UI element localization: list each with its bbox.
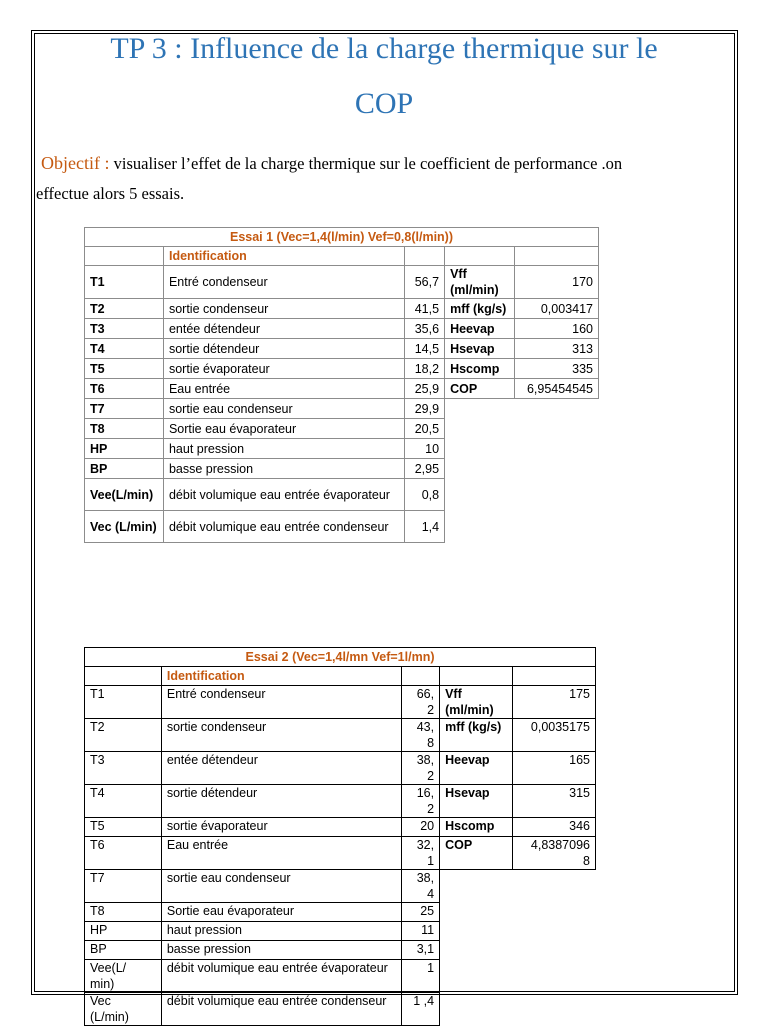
table-row [85, 299, 599, 319]
table-row [85, 439, 599, 459]
objective-paragraph [36, 153, 726, 174]
row-label: basse pression [161, 941, 401, 960]
row-value: 1 [402, 960, 440, 993]
empty-cell [513, 903, 596, 922]
essai1-identification: Identification [163, 247, 404, 266]
side-label: mff (kg/s) [440, 719, 513, 752]
row-code: T4 [85, 339, 164, 359]
row-label: entée détendeur [163, 319, 404, 339]
row-value: 41,5 [405, 299, 445, 319]
row-code: HP [85, 922, 162, 941]
row-code: BP [85, 941, 162, 960]
row-value: 35,6 [405, 319, 445, 339]
objective-text-line1: visualiser l’effet de la charge thermique sur le coefficient de performance .on [113, 154, 623, 173]
empty-cell [445, 511, 515, 543]
row-code: HP [85, 439, 164, 459]
side-label: Hsevap [445, 339, 515, 359]
table-row [85, 837, 596, 870]
empty-cell [515, 399, 599, 419]
table-row [85, 922, 596, 941]
side-label: Hscomp [440, 818, 513, 837]
table-row [85, 479, 599, 511]
row-value: 25 [402, 903, 440, 922]
row-label: débit volumique eau entrée évaporateur [161, 960, 401, 993]
row-label: Sortie eau évaporateur [163, 419, 404, 439]
table-row [85, 359, 599, 379]
row-value: 3,1 [402, 941, 440, 960]
row-value: 20 [402, 818, 440, 837]
table-row [85, 818, 596, 837]
essai1-header: Essai 1 (Vec=1,4(l/min) Vef=0,8(l/min)) [85, 228, 599, 247]
row-label: sortie condenseur [161, 719, 401, 752]
row-label: Entré condenseur [163, 266, 404, 299]
row-value: 14,5 [405, 339, 445, 359]
side-label: Hscomp [445, 359, 515, 379]
side-value: 6,95454545 [515, 379, 599, 399]
row-value: 20,5 [405, 419, 445, 439]
empty-cell [513, 922, 596, 941]
row-code: T5 [85, 359, 164, 379]
row-label: Sortie eau évaporateur [161, 903, 401, 922]
empty-cell [445, 459, 515, 479]
empty-cell [440, 870, 513, 903]
empty-cell [515, 459, 599, 479]
table-row [85, 419, 599, 439]
table-row [85, 339, 599, 359]
table-row [85, 266, 599, 299]
row-label: débit volumique eau entrée condenseur [163, 511, 404, 543]
objective-text-line2: effectue alors 5 essais. [36, 184, 185, 203]
side-value: 0,0035175 [513, 719, 596, 752]
row-code: T3 [85, 752, 162, 785]
essai1-table [84, 227, 599, 543]
row-code: T3 [85, 319, 164, 339]
row-code: T1 [85, 686, 162, 719]
doc-title-line2: COP [354, 87, 414, 120]
row-value: 16, 2 [402, 785, 440, 818]
side-value: 4,8387096 8 [513, 837, 596, 870]
row-code: Vec (L/min) [85, 993, 162, 1026]
side-value: 170 [515, 266, 599, 299]
row-code: T2 [85, 299, 164, 319]
row-code: Vec (L/min) [85, 511, 164, 543]
essai2-table [84, 647, 596, 1026]
empty-cell [515, 511, 599, 543]
table-row [85, 319, 599, 339]
table-row [85, 870, 596, 903]
table-row [85, 719, 596, 752]
row-label: basse pression [163, 459, 404, 479]
row-value: 32, 1 [402, 837, 440, 870]
table-row [85, 459, 599, 479]
row-code: Vee(L/ min) [85, 960, 162, 993]
row-value: 38, 4 [402, 870, 440, 903]
empty-cell [513, 870, 596, 903]
objective-label: Objectif : [41, 153, 110, 173]
side-label: COP [445, 379, 515, 399]
table-row [85, 903, 596, 922]
row-value: 29,9 [405, 399, 445, 419]
row-code: T7 [85, 870, 162, 903]
row-label: entée détendeur [161, 752, 401, 785]
side-value: 175 [513, 686, 596, 719]
row-label: Eau entrée [161, 837, 401, 870]
side-label: Vff (ml/min) [440, 686, 513, 719]
side-value: 315 [513, 785, 596, 818]
row-label: débit volumique eau entrée évaporateur [163, 479, 404, 511]
side-label: Hsevap [440, 785, 513, 818]
empty-cell [515, 419, 599, 439]
row-code: BP [85, 459, 164, 479]
row-code: T5 [85, 818, 162, 837]
side-label: Heevap [440, 752, 513, 785]
empty-cell [515, 479, 599, 511]
row-label: sortie détendeur [161, 785, 401, 818]
table-row [85, 379, 599, 399]
row-value: 18,2 [405, 359, 445, 379]
table-row [85, 686, 596, 719]
empty-cell [513, 941, 596, 960]
empty-cell [515, 439, 599, 459]
side-label: mff (kg/s) [445, 299, 515, 319]
side-value: 335 [515, 359, 599, 379]
row-code: T7 [85, 399, 164, 419]
row-value: 25,9 [405, 379, 445, 399]
table-row [85, 752, 596, 785]
row-code: T4 [85, 785, 162, 818]
side-value: 165 [513, 752, 596, 785]
table-row [85, 785, 596, 818]
empty-cell [445, 419, 515, 439]
side-label: COP [440, 837, 513, 870]
row-code: T8 [85, 903, 162, 922]
row-value: 38, 2 [402, 752, 440, 785]
row-value: 10 [405, 439, 445, 459]
side-value: 0,003417 [515, 299, 599, 319]
side-label: Vff (ml/min) [445, 266, 515, 299]
row-label: sortie évaporateur [163, 359, 404, 379]
row-value: 11 [402, 922, 440, 941]
empty-cell [445, 439, 515, 459]
table-row [85, 399, 599, 419]
side-value: 346 [513, 818, 596, 837]
row-label: haut pression [163, 439, 404, 459]
empty-cell [440, 903, 513, 922]
side-value: 160 [515, 319, 599, 339]
row-code: T6 [85, 837, 162, 870]
row-code: T8 [85, 419, 164, 439]
row-label: sortie eau condenseur [161, 870, 401, 903]
empty-cell [445, 399, 515, 419]
row-label: sortie détendeur [163, 339, 404, 359]
empty-cell [440, 941, 513, 960]
row-label: sortie eau condenseur [163, 399, 404, 419]
doc-title-line1: TP 3 : Influence de la charge thermique sur le [110, 32, 658, 65]
row-label: débit volumique eau entrée condenseur [161, 993, 401, 1026]
row-label: sortie évaporateur [161, 818, 401, 837]
row-code: T6 [85, 379, 164, 399]
empty-cell [440, 922, 513, 941]
side-value: 313 [515, 339, 599, 359]
row-value: 66, 2 [402, 686, 440, 719]
row-value: 56,7 [405, 266, 445, 299]
row-code: T2 [85, 719, 162, 752]
row-label: haut pression [161, 922, 401, 941]
row-value: 43, 8 [402, 719, 440, 752]
empty-cell [445, 479, 515, 511]
essai2-identification: Identification [161, 667, 401, 686]
empty-cell [440, 993, 513, 1026]
row-value: 2,95 [405, 459, 445, 479]
row-value: 1 ,4 [402, 993, 440, 1026]
empty-cell [513, 960, 596, 993]
row-label: sortie condenseur [163, 299, 404, 319]
row-code: T1 [85, 266, 164, 299]
essai2-header: Essai 2 (Vec=1,4l/mn Vef=1l/mn) [85, 648, 596, 667]
row-label: Eau entrée [163, 379, 404, 399]
table-row [85, 511, 599, 543]
row-value: 0,8 [405, 479, 445, 511]
side-label: Heevap [445, 319, 515, 339]
row-label: Entré condenseur [161, 686, 401, 719]
empty-cell [513, 993, 596, 1026]
table-row [85, 993, 596, 1026]
table-row [85, 960, 596, 993]
empty-cell [440, 960, 513, 993]
row-code: Vee(L/min) [85, 479, 164, 511]
table-row [85, 941, 596, 960]
row-value: 1,4 [405, 511, 445, 543]
